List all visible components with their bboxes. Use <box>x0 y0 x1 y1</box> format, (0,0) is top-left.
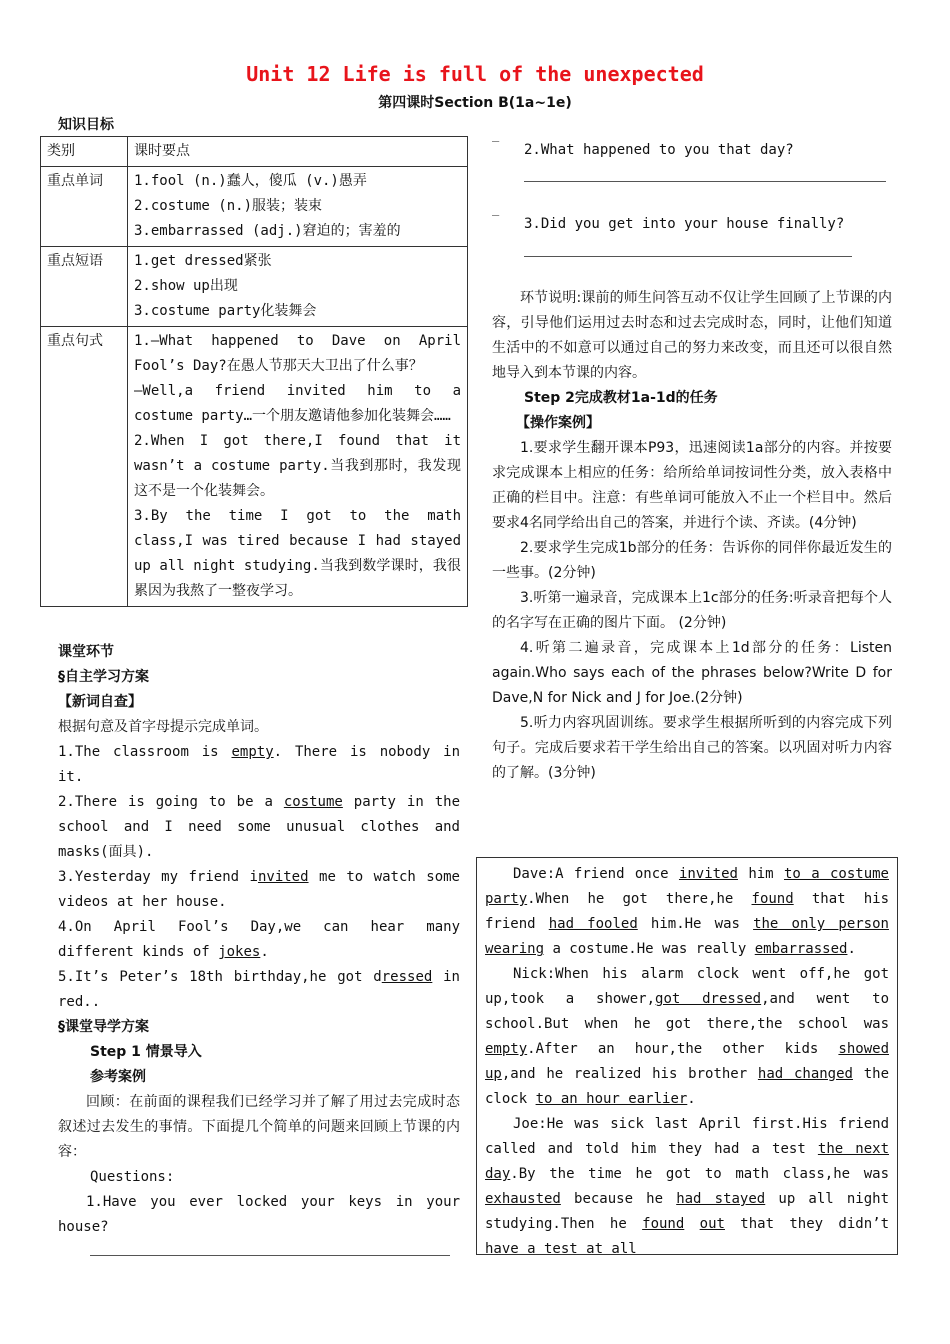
ref-case-heading: 参考案例 <box>90 1069 146 1085</box>
answer-word: jokes <box>218 944 261 960</box>
point-item: 3.By the time I got to the math class,I was tired because I had stayed up all night studying.当我到数学课时，我很累因为我熬了一整夜学习。 <box>134 508 461 599</box>
note-text: 环节说明:课前的师生问答互动不仅让学生回顾了上节课的内容，引导他们运用过去时态和过去完成时态，同时，让他们知道生活中的不如意可以通过自己的努力来改变，而且还可以很自然地导入到本节课的内容。 <box>492 290 892 381</box>
listening-summary-box <box>476 857 898 1255</box>
left-lower-content <box>58 640 460 1240</box>
table-row <box>41 247 468 327</box>
text-segment: him <box>737 866 784 882</box>
text-segment: Joe:He was sick last April first.His friend called and told him they had a test <box>485 1116 889 1157</box>
answer-phrase: had fooled <box>548 916 638 932</box>
task-item: 5.听力内容巩固训练。要求学生根据所听到的内容完成下列句子。完成后要求若干学生给出自己的答案。以巩固对听力内容的了解。(3分钟) <box>492 715 892 781</box>
knowledge-heading: 知识目标 <box>58 117 114 133</box>
op-case-heading: 【操作案例】 <box>516 415 600 431</box>
joe-paragraph <box>485 1112 889 1262</box>
answer-phrase: to an hour earlier <box>535 1091 688 1107</box>
row-category: 重点句式 <box>41 327 128 607</box>
row-points <box>128 247 468 327</box>
dash-mark: _ <box>492 202 500 216</box>
question-item: 3.Did you get into your house finally? <box>524 216 845 232</box>
text-segment: that his friend <box>485 891 889 932</box>
text-segment: because he <box>560 1191 677 1207</box>
point-item: 3.costume party化装舞会 <box>134 303 317 319</box>
answer-phrase: the next day <box>485 1141 890 1182</box>
point-item: 2.show up出现 <box>134 278 238 294</box>
answer-word: ressed <box>381 969 433 985</box>
text-segment: the clock <box>485 1066 890 1107</box>
text-segment: . <box>687 1091 696 1107</box>
answer-phrase: found <box>751 891 794 907</box>
question-item: 1.Have you ever locked your keys in your house? <box>58 1194 460 1235</box>
review-text: 回顾：在前面的课程我们已经学习并了解了用过去完成时态叙述过去发生的事情。下面提几个简单的问题来回顾上节课的内容： <box>58 1094 460 1160</box>
row-category: 重点单词 <box>41 167 128 247</box>
text-segment: that they didn’t have a test at all <box>485 1216 889 1257</box>
task-item: 1.要求学生翻开课本P93，迅速阅读1a部分的内容。并按要求完成课本上相应的任务：给所给单词按词性分类，放入表格中正确的栏目中。注意：有些单词可能放入不止一个栏目中。然后要求4名同学给出自己的答案，并进行个读、齐读。(4分钟) <box>492 440 892 531</box>
exercise-item: 1.The classroom is empty. There is nobody in it. <box>58 744 460 785</box>
dave-paragraph <box>485 862 889 962</box>
answer-line <box>524 181 886 182</box>
answer-phrase: invited <box>678 866 738 882</box>
exercise-item: 4.On April Fool’s Day,we can hear many different kinds of jokes. <box>58 919 460 960</box>
table-header-points: 课时要点 <box>128 137 468 167</box>
exercise-item: 5.It’s Peter’s 18th birthday,he got dressed in red.. <box>58 969 460 1010</box>
point-item: —Well,a friend invited him to a costume party…一个朋友邀请他参加化装舞会…… <box>134 383 461 424</box>
step1-heading: Step 1 情景导入 <box>90 1044 202 1060</box>
questions-label: Questions: <box>90 1169 175 1185</box>
task-item: 3.听第一遍录音，完成课本上1c部分的任务:听录音把每个人的名字写在正确的图片下面。 (2分钟) <box>492 590 892 631</box>
task-item: 4.听第二遍录音，完成课本上1d部分的任务：Listen again.Who says each of the phrases below?Write D for Dave,N for Nick and J for Joe.(2分钟) <box>492 640 892 706</box>
answer-word: costume <box>283 794 343 810</box>
text-segment: him.He was <box>637 916 754 932</box>
classroom-heading: 课堂环节 <box>58 644 114 660</box>
answer-phrase: exhausted <box>485 1191 561 1207</box>
text-segment: a costume.He was really <box>544 941 755 957</box>
point-item: 3.embarrassed (adj.)窘迫的；害羞的 <box>134 223 401 239</box>
right-content <box>492 286 892 786</box>
answer-phrase: had stayed <box>676 1191 766 1207</box>
text-segment: Dave:A friend once <box>513 866 679 882</box>
point-item: 1.get dressed紧张 <box>134 253 272 269</box>
answer-word: empty <box>231 744 274 760</box>
question-item: 2.What happened to you that day? <box>524 142 794 158</box>
new-words-heading: 【新词自查】 <box>58 694 142 710</box>
task-item: 2.要求学生完成1b部分的任务：告诉你的同伴你最近发生的一些事。(2分钟) <box>492 540 892 581</box>
answer-phrase: showed up <box>485 1041 889 1082</box>
text-segment: up all night studying.Then he <box>485 1191 889 1232</box>
text-segment: . <box>847 941 856 957</box>
point-item: 2.costume (n.)服装；装束 <box>134 198 323 214</box>
page-subtitle: 第四课时Section B(1a~1e) <box>378 95 572 111</box>
text-segment: ,and went to school.But when he got there,the school was <box>485 991 890 1032</box>
page-title: Unit 12 Life is full of the unexpected <box>246 62 704 86</box>
answer-word: nvited <box>257 869 309 885</box>
row-points <box>128 327 468 607</box>
table-row <box>41 167 468 247</box>
text-segment: .After an hour,the other kids <box>527 1041 839 1057</box>
answer-phrase: had changed <box>757 1066 853 1082</box>
text-segment: Nick:When his alarm clock went off,he got up,took a shower, <box>485 966 889 1007</box>
answer-phrase: the only person wearing <box>485 916 889 957</box>
answer-line <box>90 1255 450 1256</box>
text-segment <box>684 1216 699 1232</box>
exercise-item: 2.There is going to be a costume party in the school and I need some unusual clothes and masks(面具). <box>58 794 460 860</box>
instruction-text: 根据句意及首字母提示完成单词。 <box>58 719 268 735</box>
knowledge-table <box>40 136 468 607</box>
answer-phrase: got dressed <box>655 991 762 1007</box>
row-points <box>128 167 468 247</box>
point-item: 2.When I got there,I found that it wasn’t a costume party.当我到那时，我发现这不是一个化装舞会。 <box>134 433 461 499</box>
table-header-category: 类别 <box>41 137 128 167</box>
answer-phrase: out <box>699 1216 725 1232</box>
text-segment: .When he got there,he <box>527 891 752 907</box>
dash-mark: _ <box>492 128 500 142</box>
point-item: 1.fool (n.)蠢人，傻瓜 (v.)愚弄 <box>134 173 367 189</box>
exercise-item: 3.Yesterday my friend invited me to watch some videos at her house. <box>58 869 460 910</box>
step2-heading: Step 2完成教材1a-1d的任务 <box>524 390 718 406</box>
nick-paragraph <box>485 962 889 1112</box>
answer-phrase: embarrassed <box>754 941 848 957</box>
answer-phrase: found <box>642 1216 685 1232</box>
answer-phrase: empty <box>485 1041 528 1057</box>
answer-line <box>524 256 852 257</box>
answer-phrase: to a costume party <box>485 866 889 907</box>
point-item: 1.—What happened to Dave on April Fool’s Day?在愚人节那天大卫出了什么事？ <box>134 333 461 374</box>
text-segment: .By the time he got to math class,he was <box>510 1166 889 1182</box>
text-segment: ,and he realized his brother <box>501 1066 758 1082</box>
self-study-heading: §自主学习方案 <box>58 669 149 685</box>
guide-heading: §课堂导学方案 <box>58 1019 149 1035</box>
row-category: 重点短语 <box>41 247 128 327</box>
table-row <box>41 327 468 607</box>
